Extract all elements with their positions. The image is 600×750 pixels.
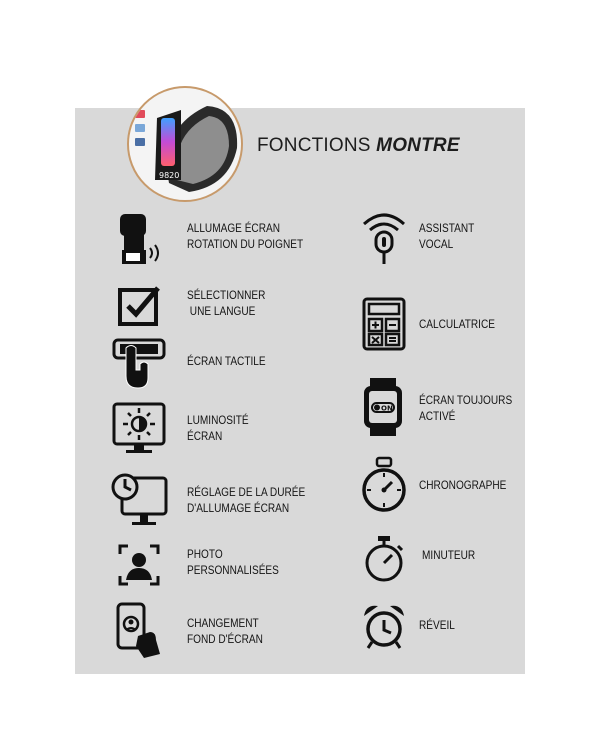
band-screen-value: 9820 — [159, 171, 180, 180]
calculator-icon — [360, 297, 416, 353]
photo-icon — [114, 540, 170, 596]
page-title — [257, 135, 460, 157]
label-voice-assistant: ASSISTANT VOCAL — [419, 221, 475, 251]
title-light: FONCTIONS — [257, 135, 371, 156]
voice-assistant-icon — [356, 208, 412, 264]
smart-band-image — [127, 86, 243, 202]
wallpaper-icon — [112, 602, 168, 658]
label-timer: MINUTEUR — [422, 548, 476, 562]
label-wrist-rotation: ALLUMAGE ÉCRAN ROTATION DU POIGNET — [187, 221, 304, 251]
alarm-clock-icon — [360, 602, 416, 658]
label-touch-screen: ÉCRAN TACTILE — [187, 354, 266, 368]
label-screen-timer: RÉGLAGE DE LA DURÉE D'ALLUMAGE ÉCRAN — [187, 485, 306, 515]
svg-text:ON: ON — [381, 404, 393, 413]
stopwatch-icon — [358, 456, 414, 512]
always-on-icon — [360, 376, 416, 432]
wrist-rotation-icon — [110, 210, 166, 266]
label-stopwatch: CHRONOGRAPHE — [419, 478, 507, 492]
label-alarm: RÉVEIL — [419, 618, 455, 632]
label-brightness: LUMINOSITÉ ÉCRAN — [187, 413, 249, 443]
smart-band-drawing — [129, 88, 241, 200]
label-photo: PHOTO PERSONNALISÉES — [187, 547, 279, 577]
label-language: SÉLECTIONNER UNE LANGUE — [187, 288, 266, 318]
label-calculator: CALCULATRICE — [419, 317, 495, 331]
label-wallpaper: CHANGEMENT FOND D'ÉCRAN — [187, 616, 263, 646]
brightness-icon — [110, 400, 166, 456]
checkbox-icon — [112, 282, 168, 338]
title-bold: MONTRE — [376, 135, 460, 156]
touch-screen-icon — [110, 334, 166, 390]
screen-timer-icon — [110, 470, 166, 526]
timer-icon — [360, 534, 416, 590]
label-always-on: ÉCRAN TOUJOURS ACTIVÉ — [419, 393, 513, 423]
